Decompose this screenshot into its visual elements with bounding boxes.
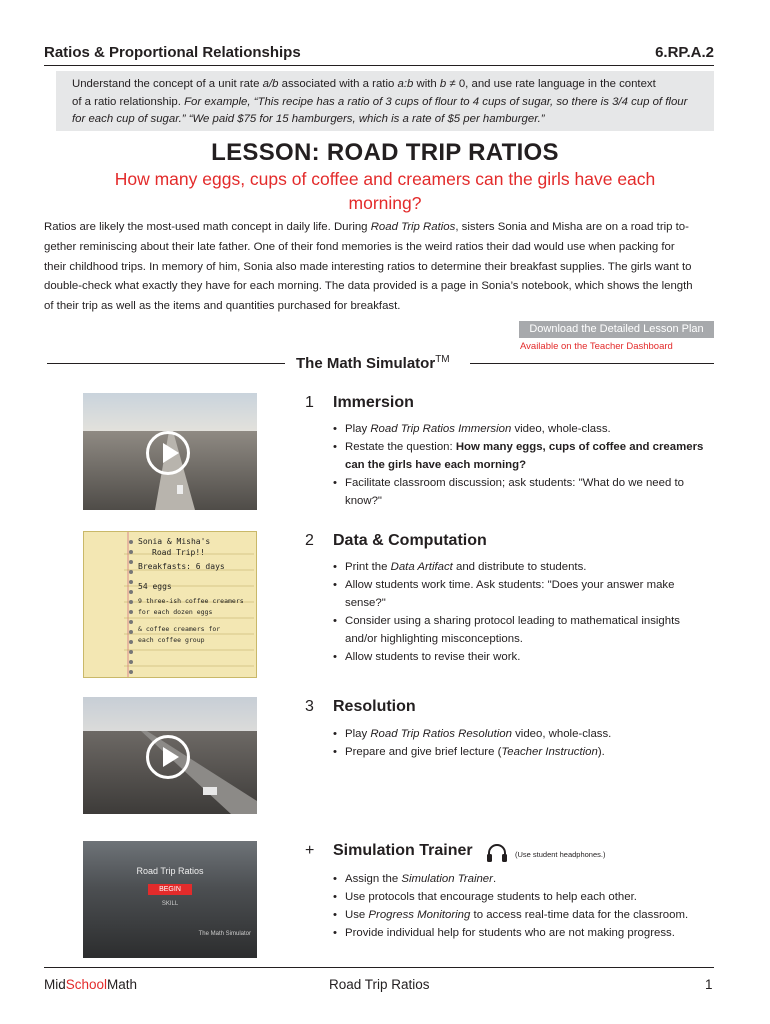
trainer-background-image	[83, 841, 257, 958]
immersion-video-thumbnail[interactable]	[83, 393, 257, 510]
step-number: +	[305, 842, 315, 859]
list-item: • Allow students work time. Ask students: "Does your answer make sense?"	[333, 576, 713, 612]
list-item: • Play Road Trip Ratios Resolution video, whole-class.	[333, 725, 713, 743]
simulation-trainer-steps-list	[333, 870, 713, 942]
standard-description: Understand the concept of a unit rate a/b associated with a ratio a:b with b ≠ 0, and use rate language in the context of a ratio relationship. For example, “This recipe has a ratio of 3 cups of flour to 4 cups of sugar, so there is 3/4 cup of flour for each cup of sugar.” “We paid $75 for 15 hamburgers, which is a rate of $5 per hamburger.”	[56, 71, 714, 131]
lesson-title: LESSON: ROAD TRIP RATIOS	[211, 139, 559, 166]
notebook-text: Sonia & Misha's Road Trip!! Breakfasts: 6 days 54 eggs 9 three-ish coffee creamers for each dozen eggs & coffee creamers for each coffee group	[138, 537, 244, 644]
teacher-dashboard-note: Available on the Teacher Dashboard	[520, 341, 673, 352]
step-title-resolution: Resolution	[333, 698, 416, 715]
subject-title: Ratios & Proportional Relationships	[44, 44, 301, 61]
list-item: • Allow students to revise their work.	[333, 648, 713, 666]
step-number: 3	[305, 698, 314, 715]
list-item: • Restate the question: How many eggs, cups of coffee and creamers can the girls have each morning?	[333, 438, 713, 474]
math-simulator-heading: The Math Simulator™	[296, 354, 450, 372]
step-number: 1	[305, 394, 314, 411]
step-title-data-computation: Data & Computation	[333, 532, 487, 549]
section-divider-right	[470, 363, 714, 364]
page-number: 1	[705, 977, 713, 992]
resolution-video-thumbnail[interactable]	[83, 697, 257, 814]
list-item: • Assign the Simulation Trainer.	[333, 870, 713, 888]
begin-button[interactable]: BEGIN	[148, 884, 192, 895]
list-item: • Play Road Trip Ratios Immersion video, whole-class.	[333, 420, 713, 438]
download-lesson-plan-button[interactable]: Download the Detailed Lesson Plan	[519, 321, 714, 338]
list-item: • Consider using a sharing protocol leading to mathematical insights and/or highlighting misconceptions.	[333, 612, 713, 648]
list-item: • Print the Data Artifact and distribute to students.	[333, 558, 713, 576]
headphones-note: (Use student headphones.)	[515, 850, 606, 859]
trainer-title: Road Trip Ratios	[136, 866, 204, 876]
data-computation-steps-list	[333, 558, 713, 666]
list-item: • Use protocols that encourage students to help each other.	[333, 888, 713, 906]
section-divider-left	[47, 363, 285, 364]
footer-divider	[44, 967, 714, 968]
trainer-subtitle: SKILL	[161, 901, 179, 907]
lesson-question: How many eggs, cups of coffee and creamers can the girls have each morning?	[114, 169, 656, 213]
resolution-steps-list	[333, 725, 713, 761]
list-item: • Use Progress Monitoring to access real-time data for the classroom.	[333, 906, 713, 924]
list-item: • Facilitate classroom discussion; ask students: "What do we need to know?"	[333, 474, 713, 510]
page-header	[44, 44, 714, 66]
lesson-intro: Ratios are likely the most-used math concept in daily life. During Road Trip Ratios, sisters Sonia and Misha are on a road trip to- gether reminiscing about their late father. One of their fond memories is the weird ratios their dad would use when packing for their childhood trips. In memory of him, Sonia also made interesting ratios to determine their breakfast supplies. The girls want to double-check what exactly they have for each morning. The data provided is a page in Sonia’s notebook, which shows the length of their trip as well as the items and quantities purchased for breakfast.	[44, 221, 693, 313]
play-icon[interactable]	[146, 431, 190, 475]
step-title-immersion: Immersion	[333, 394, 414, 411]
list-item: • Prepare and give brief lecture (Teacher Instruction).	[333, 743, 713, 761]
headphones-icon	[486, 843, 508, 863]
immersion-steps-list	[333, 420, 713, 510]
standard-code: 6.RP.A.2	[655, 44, 714, 61]
step-title-simulation-trainer: Simulation Trainer	[333, 842, 473, 859]
simulation-trainer-thumbnail[interactable]	[83, 841, 257, 958]
footer-brand: MidSchoolMath	[44, 977, 138, 992]
play-icon[interactable]	[146, 735, 190, 779]
trainer-brand: The Math Simulator	[198, 931, 251, 937]
step-number: 2	[305, 532, 314, 549]
list-item: • Provide individual help for students who are not making progress.	[333, 924, 713, 942]
notebook-data-artifact-image[interactable]	[83, 531, 257, 678]
footer-lesson-name: Road Trip Ratios	[329, 977, 430, 992]
